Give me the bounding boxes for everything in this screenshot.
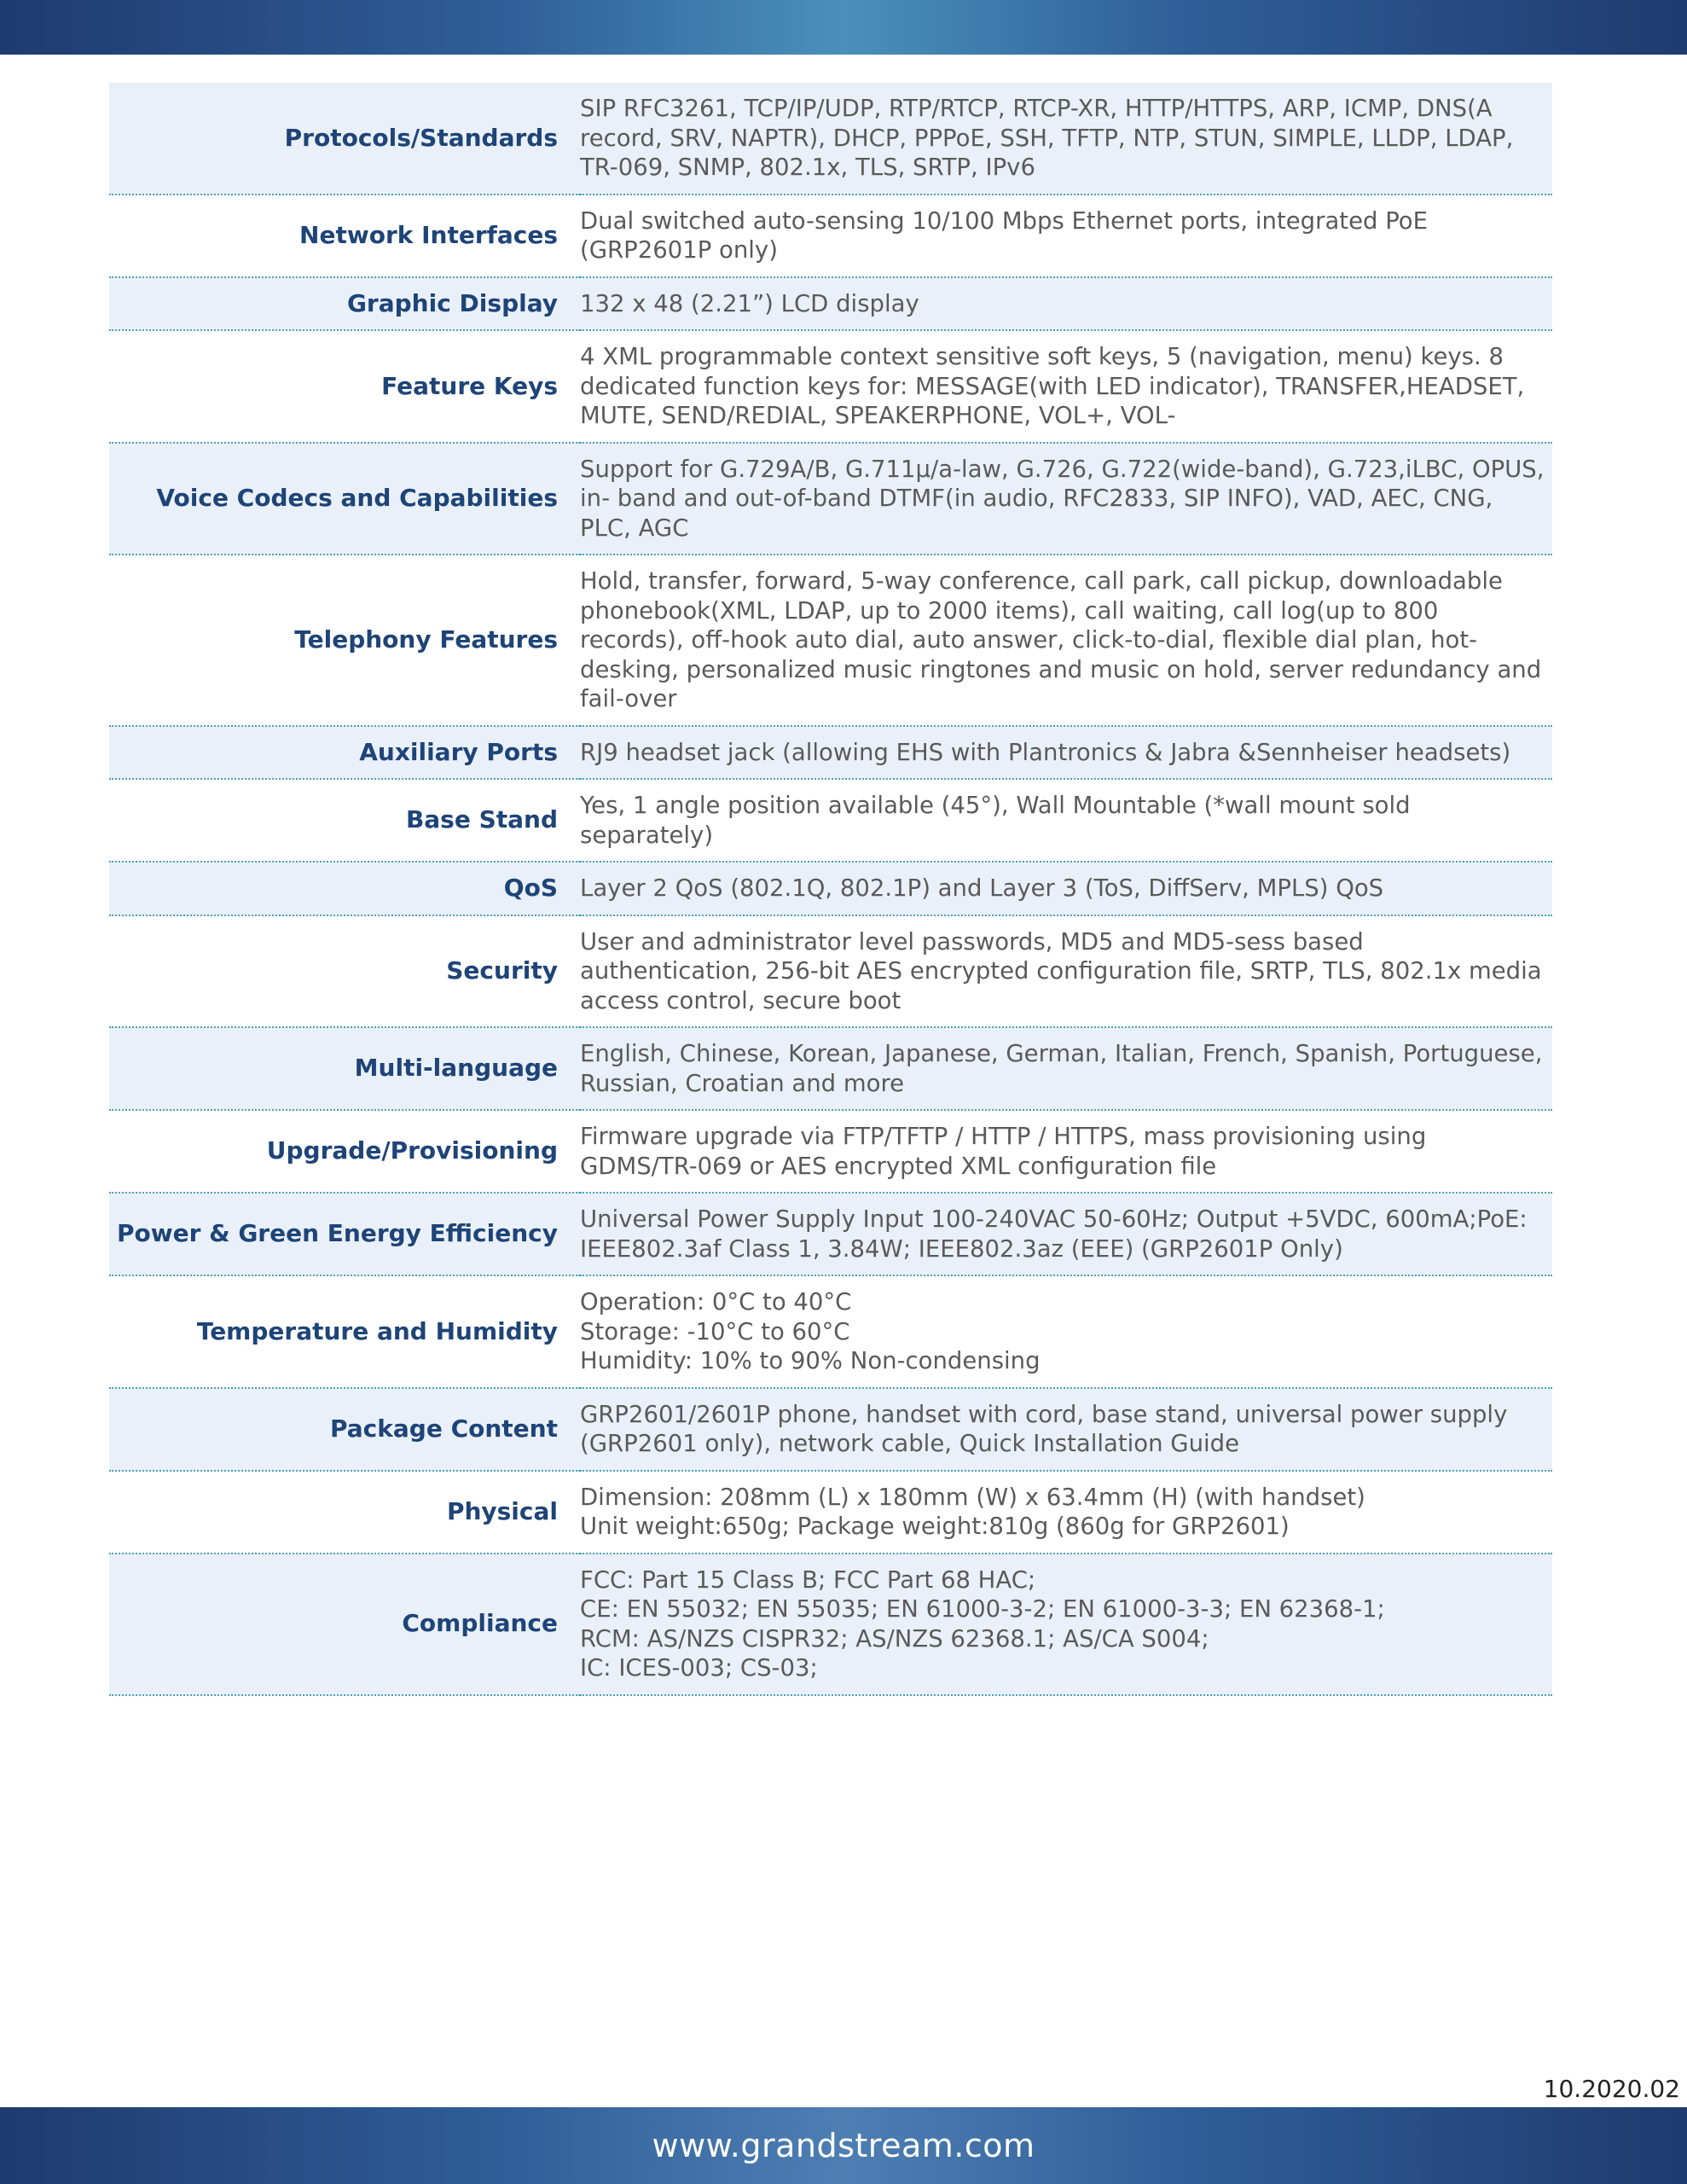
spec-table [109,83,1552,1696]
spec-value: Dual switched auto-sensing 10/100 Mbps Ethernet ports, integrated PoE (GRP2601P only) [580,195,1552,277]
spec-label: Temperature and Humidity [109,1275,580,1388]
spec-value: RJ9 headset jack (allowing EHS with Plantronics & Jabra &Sennheiser headsets) [580,726,1552,780]
spec-value: Operation: 0°C to 40°C Storage: -10°C to 60°C Humidity: 10% to 90% Non-condensing [580,1275,1552,1388]
spec-value: Dimension: 208mm (L) x 180mm (W) x 63.4mm (H) (with handset) Unit weight:650g; Package weight:810g (860g for GRP2601) [580,1471,1552,1554]
spec-row [109,1110,1552,1193]
spec-label: Multi-language [109,1027,580,1110]
spec-value: GRP2601/2601P phone, handset with cord, base stand, universal power supply (GRP2601 only), network cable, Quick Installation Guide [580,1388,1552,1471]
website-url[interactable]: www.grandstream.com [652,2127,1035,2164]
spec-row [109,277,1552,331]
spec-label: Auxiliary Ports [109,726,580,780]
spec-label: Security [109,915,580,1028]
spec-label: Telephony Features [109,555,580,726]
spec-label: Package Content [109,1388,580,1471]
spec-row [109,726,1552,780]
spec-row [109,1193,1552,1275]
spec-row [109,779,1552,862]
spec-row [109,83,1552,195]
spec-row [109,1471,1552,1554]
spec-value: SIP RFC3261, TCP/IP/UDP, RTP/RTCP, RTCP-XR, HTTP/HTTPS, ARP, ICMP, DNS(A record, SRV, NAPTR), DHCP, PPPoE, SSH, TFTP, NTP, STUN, SIMPLE, LLDP, LDAP, TR-069, SNMP, 802.1x, TLS, SRTP, IPv6 [580,83,1552,195]
spec-value: User and administrator level passwords, MD5 and MD5-sess based authentication, 256-bit AES encrypted configuration file, SRTP, TLS, 802.1x media access control, secure boot [580,915,1552,1028]
spec-row [109,330,1552,443]
spec-label: Power & Green Energy Efficiency [109,1193,580,1275]
spec-label: Network Interfaces [109,195,580,277]
spec-row [109,195,1552,277]
spec-value: Layer 2 QoS (802.1Q, 802.1P) and Layer 3 (ToS, DiffServ, MPLS) QoS [580,862,1552,915]
spec-label: Upgrade/Provisioning [109,1110,580,1193]
spec-value: Support for G.729A/B, G.711µ/a-law, G.726, G.722(wide-band), G.723,iLBC, OPUS, in- band and out-of-band DTMF(in audio, RFC2833, SIP INFO), VAD, AEC, CNG, PLC, AGC [580,443,1552,555]
spec-value: Firmware upgrade via FTP/TFTP / HTTP / HTTPS, mass provisioning using GDMS/TR-069 or AES encrypted XML configuration file [580,1110,1552,1193]
spec-label: Protocols/Standards [109,83,580,195]
spec-label: Graphic Display [109,277,580,331]
spec-value: English, Chinese, Korean, Japanese, German, Italian, French, Spanish, Portuguese, Russian, Croatian and more [580,1027,1552,1110]
spec-label: Base Stand [109,779,580,862]
spec-row [109,862,1552,915]
spec-value: Yes, 1 angle position available (45°), Wall Mountable (*wall mount sold separately) [580,779,1552,862]
spec-row [109,1275,1552,1388]
spec-row [109,915,1552,1028]
spec-label: Feature Keys [109,330,580,443]
spec-row [109,443,1552,555]
header-band [0,0,1687,55]
spec-value: 4 XML programmable context sensitive soft keys, 5 (navigation, menu) keys. 8 dedicated function keys for: MESSAGE(with LED indicator), TRANSFER,HEADSET, MUTE, SEND/REDIAL, SPEAKERPHONE, VOL+, VOL- [580,330,1552,443]
spec-row [109,1554,1552,1695]
spec-row [109,555,1552,726]
spec-label: Compliance [109,1554,580,1695]
version-code: 10.2020.02 [1543,2075,1680,2103]
spec-label: Voice Codecs and Capabilities [109,443,580,555]
spec-row [109,1388,1552,1471]
spec-value: Universal Power Supply Input 100-240VAC 50-60Hz; Output +5VDC, 600mA;PoE: IEEE802.3af Class 1, 3.84W; IEEE802.3az (EEE) (GRP2601P Only) [580,1193,1552,1275]
spec-value: 132 x 48 (2.21”) LCD display [580,277,1552,331]
spec-label: Physical [109,1471,580,1554]
spec-value: Hold, transfer, forward, 5-way conference, call park, call pickup, downloadable phonebook(XML, LDAP, up to 2000 items), call waiting, call log(up to 800 records), off-hook auto dial, auto answer, click-to-dial, flexible dial plan, hot-desking, personalized music ringtones and music on hold, server redundancy and fail-over [580,555,1552,726]
spec-row [109,1027,1552,1110]
spec-value: FCC: Part 15 Class B; FCC Part 68 HAC; CE: EN 55032; EN 55035; EN 61000-3-2; EN 61000-3-3; EN 62368-1; RCM: AS/NZS CISPR32; AS/NZS 62368.1; AS/CA S004; IC: ICES-003; CS-03; [580,1554,1552,1695]
footer-band [0,2107,1687,2184]
spec-label: QoS [109,862,580,915]
